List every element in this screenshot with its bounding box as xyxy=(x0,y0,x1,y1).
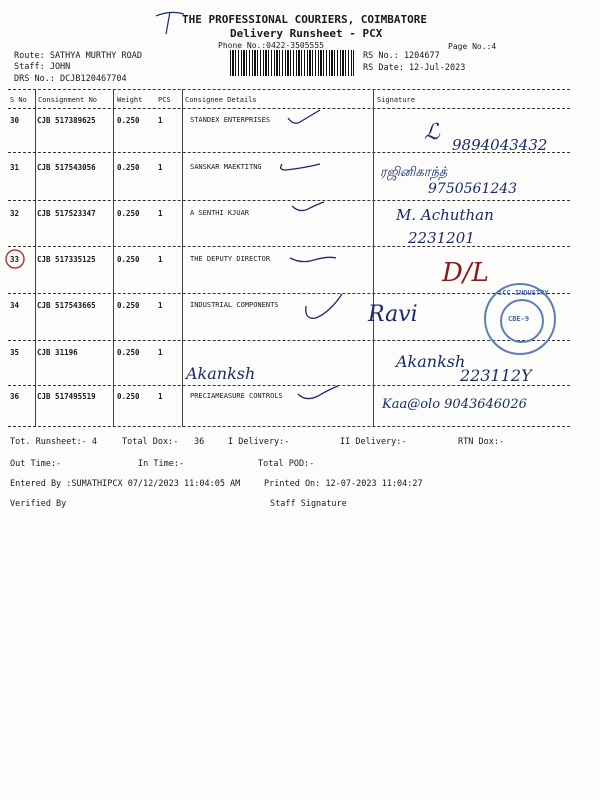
col-header-consignment: Consignment No xyxy=(38,96,98,104)
row-consignee: STANDEX ENTERPRISES xyxy=(190,116,271,124)
col-divider xyxy=(35,89,36,427)
row-separator xyxy=(8,426,570,427)
row-consignee: THE DEPUTY DIRECTOR xyxy=(190,255,271,263)
signature-name: M. Achuthan xyxy=(396,206,494,224)
row-consignee: PRECIAMEASURE CONTROLS xyxy=(190,392,283,400)
row-weight: 0.250 xyxy=(117,301,140,310)
row-consignee: SANSKAR MAEKTITNG xyxy=(190,163,262,171)
drs-number: DRS No.: DCJB120467704 xyxy=(14,74,127,84)
tick-mark xyxy=(296,382,340,404)
row-consignment: CJB 517495519 xyxy=(37,392,96,401)
signature-phone: 2231201 xyxy=(408,229,475,247)
pen-mark xyxy=(150,6,190,36)
row-weight: 0.250 xyxy=(117,116,140,125)
col-divider xyxy=(113,89,114,427)
col-divider xyxy=(182,89,183,427)
rs-number: RS No.: 1204677 xyxy=(363,51,440,61)
row-consignee: INDUSTRIAL COMPONENTS xyxy=(190,301,279,309)
row-sno: 33 xyxy=(10,255,20,264)
row-consignment: CJB 31196 xyxy=(37,348,78,357)
row-sno: 34 xyxy=(10,301,20,310)
tick-mark xyxy=(278,158,322,176)
stamp-outer-text: ICC INDUSTRY xyxy=(498,289,549,297)
row-sno: 36 xyxy=(10,392,20,401)
row-sno: 35 xyxy=(10,348,20,357)
signature-phone: Kaa@olo 9043646026 xyxy=(382,397,527,412)
staff-signature: Staff Signature xyxy=(270,499,347,509)
stamp-inner-text: CBE-9 xyxy=(508,315,530,323)
signature-name: ரஜினிகாந்த் xyxy=(380,165,448,180)
row-consignee: A SENTHI KJUAR xyxy=(190,209,250,217)
row-pcs: 1 xyxy=(158,348,163,357)
row-weight: 0.250 xyxy=(117,255,140,264)
company-stamp xyxy=(484,283,556,355)
row-pcs: 1 xyxy=(158,163,163,172)
row-pcs: 1 xyxy=(158,392,163,401)
total-dox-label: Total Dox:- xyxy=(122,437,179,447)
row-weight: 0.250 xyxy=(117,348,140,357)
verified-by: Verified By xyxy=(10,499,67,509)
row-weight: 0.250 xyxy=(117,392,140,401)
header-rule-top xyxy=(8,89,570,90)
row-consignment: CJB 517543665 xyxy=(37,301,96,310)
signature-name: Akanksh xyxy=(396,352,466,371)
entered-by: Entered By :SUMATHIPCX 07/12/2023 11:04:05 AM xyxy=(10,479,241,489)
row-consignment: CJB 517523347 xyxy=(37,209,96,218)
signature-name: Akanksh xyxy=(186,364,256,383)
out-time: Out Time:- xyxy=(10,459,62,469)
row-separator xyxy=(8,200,570,201)
col-header-pcs: PCS xyxy=(158,96,171,104)
barcode xyxy=(230,50,354,76)
row-separator xyxy=(8,246,570,247)
row-consignment: CJB 517389625 xyxy=(37,116,96,125)
signature-name: Ravi xyxy=(368,302,418,327)
printed-on: Printed On: 12-07-2023 11:04:27 xyxy=(264,479,423,489)
rtn-dox: RTN Dox:- xyxy=(458,437,505,447)
row-consignment: CJB 517335125 xyxy=(37,255,96,264)
row-separator xyxy=(8,293,570,294)
col-header-weight: Weight xyxy=(117,96,143,104)
page-number: Page No.:4 xyxy=(448,42,497,51)
col-divider xyxy=(373,89,374,427)
runsheet-subtitle: Delivery Runsheet - PCX xyxy=(230,27,383,40)
signature-mark: ℒ xyxy=(424,120,440,145)
row-separator xyxy=(8,340,570,341)
circle-mark xyxy=(4,248,26,270)
total-dox-value: 36 xyxy=(194,437,205,447)
row-pcs: 1 xyxy=(158,255,163,264)
in-time: In Time:- xyxy=(138,459,185,469)
signature-phone: 9894043432 xyxy=(452,136,548,154)
col-header-sno: S No xyxy=(10,96,27,104)
staff: Staff: JOHN xyxy=(14,62,71,72)
tot-runsheet: Tot. Runsheet:- 4 xyxy=(10,437,97,447)
signature-phone: 223112Y xyxy=(460,366,532,385)
row-sno: 31 xyxy=(10,163,20,172)
row-pcs: 1 xyxy=(158,301,163,310)
tick-mark xyxy=(286,108,322,128)
total-pod: Total POD:- xyxy=(258,459,315,469)
row-weight: 0.250 xyxy=(117,163,140,172)
route: Route: SATHYA MURTHY ROAD xyxy=(14,51,142,61)
row-consignment: CJB 517543056 xyxy=(37,163,96,172)
signature-dl: D/L xyxy=(442,258,489,288)
row-sno: 30 xyxy=(10,116,20,125)
col-header-signature: Signature xyxy=(377,96,415,104)
row-pcs: 1 xyxy=(158,209,163,218)
phone-number: Phone No.:0422-3505555 xyxy=(218,41,324,50)
col-header-consignee: Consignee Details xyxy=(185,96,257,104)
ii-delivery: II Delivery:- xyxy=(340,437,407,447)
row-weight: 0.250 xyxy=(117,209,140,218)
row-sno: 32 xyxy=(10,209,20,218)
tick-mark xyxy=(290,200,326,216)
tick-mark xyxy=(300,292,344,322)
signature-phone: 9750561243 xyxy=(428,181,518,197)
row-pcs: 1 xyxy=(158,116,163,125)
row-separator xyxy=(8,385,570,386)
tick-mark xyxy=(288,248,338,268)
i-delivery: I Delivery:- xyxy=(228,437,290,447)
rs-date: RS Date: 12-Jul-2023 xyxy=(363,63,466,73)
company-title: THE PROFESSIONAL COURIERS, COIMBATORE xyxy=(182,13,428,26)
